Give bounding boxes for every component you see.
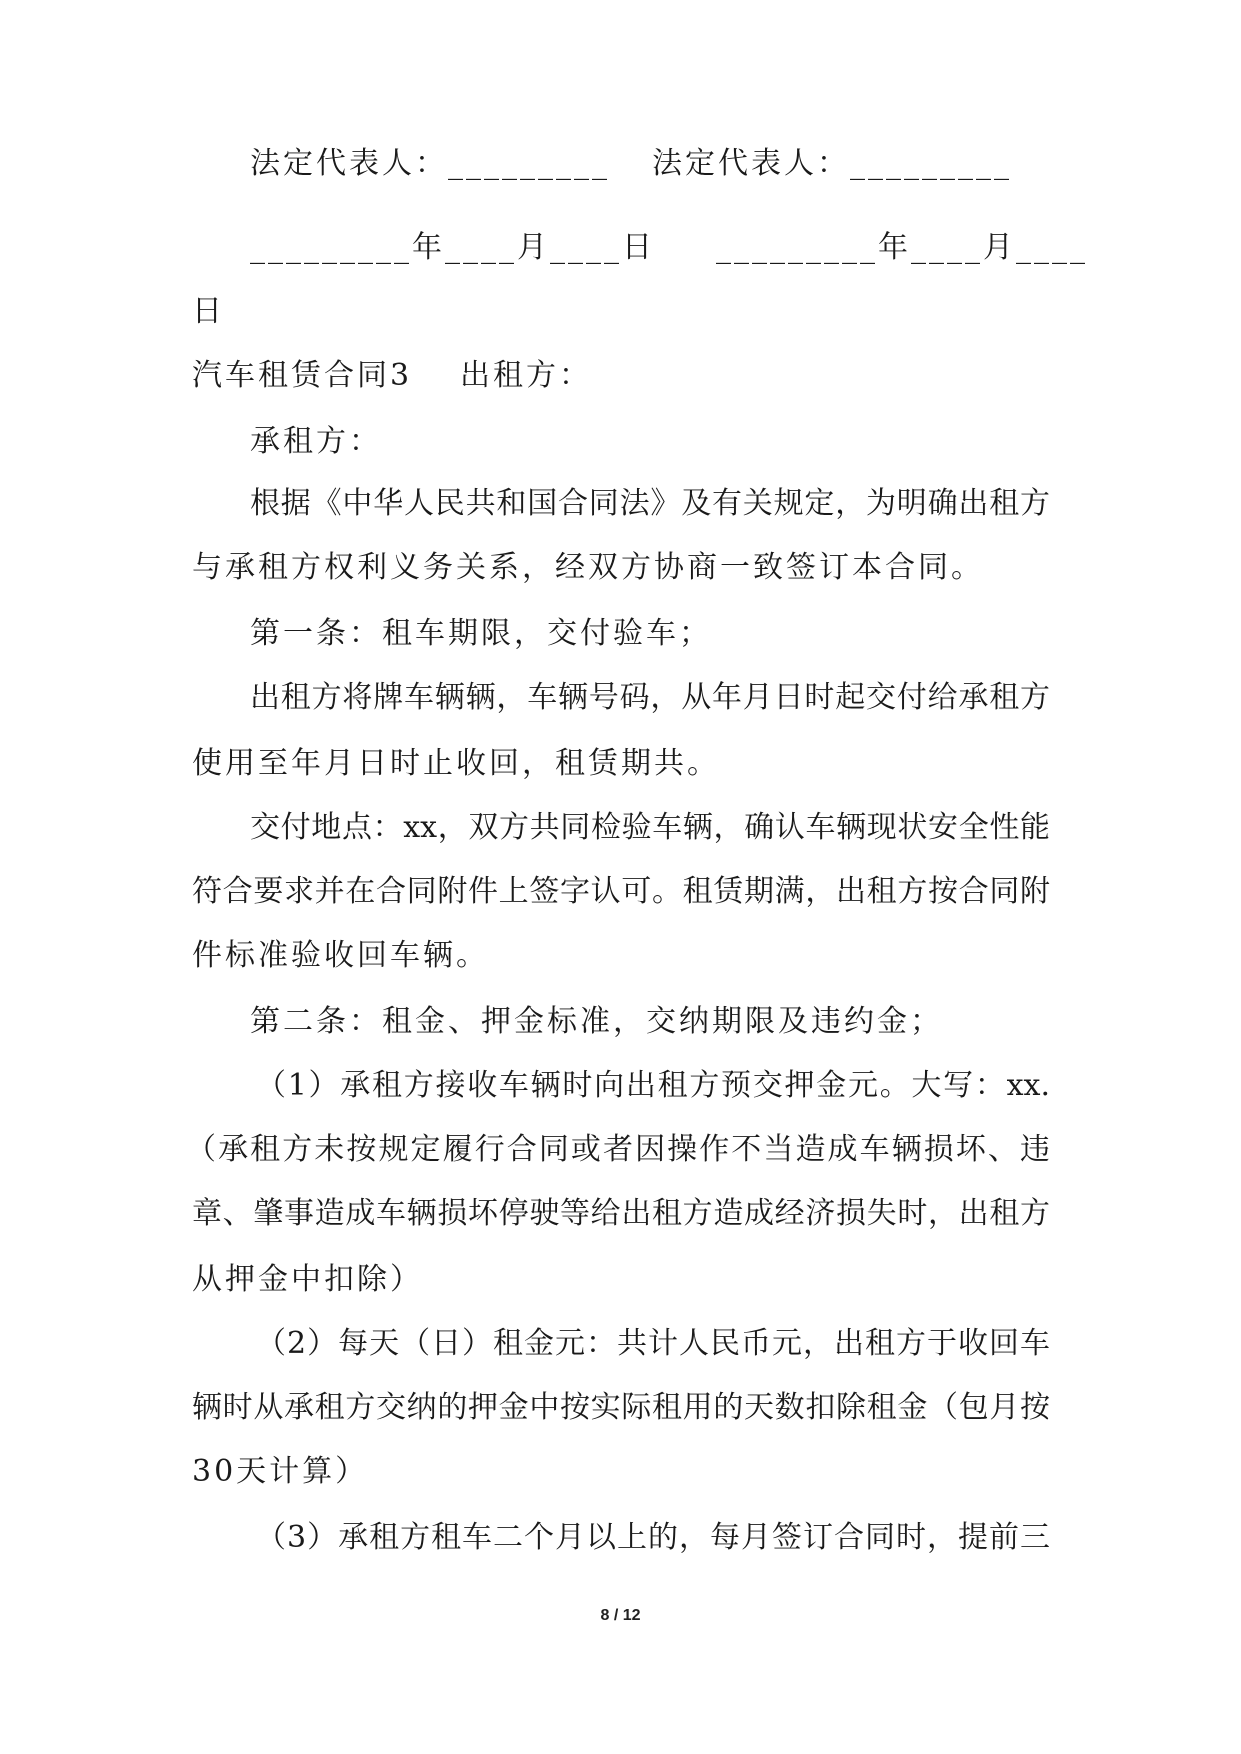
- paragraph-line: （1）承租方接收车辆时向出租方预交押金元。大写：xx.: [256, 1068, 1050, 1103]
- paragraph-line: 符合要求并在合同附件上签字认可。租赁期满，出租方按合同附: [192, 874, 1050, 909]
- page-number: 8 / 12: [600, 1607, 641, 1624]
- paragraph-line: 交付地点：xx，双方共同检验车辆，确认车辆现状安全性能: [250, 810, 1050, 845]
- lessee-label: 承租方：: [250, 424, 382, 459]
- paragraph-line: 使用至年月日时止收回，租赁期共。: [192, 746, 720, 781]
- paragraph-line: 辆时从承租方交纳的押金中按实际租用的天数扣除租金（包月按: [192, 1390, 1050, 1425]
- lessor-label: 出租方：: [460, 358, 592, 393]
- paragraph-line: 从押金中扣除）: [192, 1262, 423, 1297]
- date-right: _________年____月____: [716, 230, 1088, 265]
- paragraph-line: （2）每天（日）租金元：共计人民币元，出租方于收回车: [256, 1326, 1050, 1361]
- paragraph-line: 根据《中华人民共和国合同法》及有关规定，为明确出租方: [250, 486, 1050, 521]
- legal-rep-right: 法定代表人：_________: [652, 146, 1012, 181]
- paragraph-line: 章、肇事造成车辆损坏停驶等给出租方造成经济损失时，出租方: [192, 1196, 1050, 1231]
- date-left: _________年____月____日: [250, 230, 655, 265]
- paragraph-line: 件标准验收回车辆。: [192, 938, 489, 973]
- paragraph-line: 30天计算）: [192, 1454, 369, 1489]
- contract-title: 汽车租赁合同3: [192, 358, 413, 393]
- paragraph-line: （3）承租方租车二个月以上的，每月签订合同时，提前三: [256, 1520, 1050, 1555]
- date-tail: 日: [192, 294, 225, 329]
- paragraph-line: 与承租方权利义务关系，经双方协商一致签订本合同。: [192, 550, 984, 585]
- article-heading: 第二条：租金、押金标准，交纳期限及违约金；: [250, 1004, 943, 1039]
- legal-rep-left: 法定代表人：_________: [250, 146, 610, 181]
- paragraph-line: （承租方未按规定履行合同或者因操作不当造成车辆损坏、违: [186, 1132, 1050, 1167]
- paragraph-line: 出租方将牌车辆辆，车辆号码，从年月日时起交付给承租方: [250, 680, 1050, 715]
- article-heading: 第一条：租车期限，交付验车；: [250, 616, 712, 651]
